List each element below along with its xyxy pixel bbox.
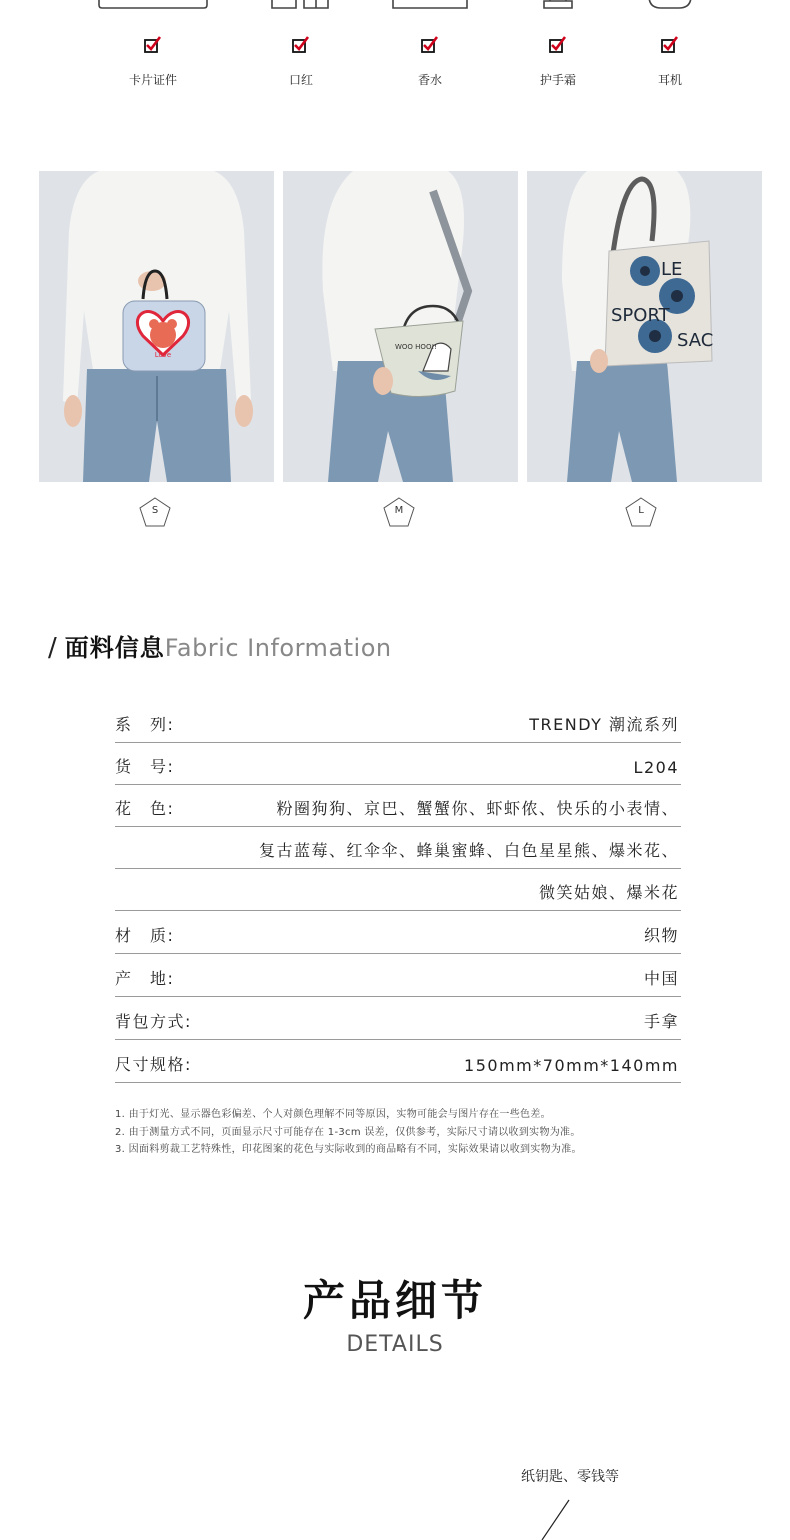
spec-value: 150mm*70mm*140mm xyxy=(464,1056,679,1075)
bag-print-text: SPORT xyxy=(611,305,670,326)
card-icon xyxy=(95,0,211,12)
fabric-section-title xyxy=(48,628,392,662)
model-photo-small xyxy=(39,171,274,482)
size-label: S xyxy=(151,505,159,516)
spec-key: 材 质: xyxy=(115,926,175,945)
capacity-item-lipstick xyxy=(241,0,361,100)
lipstick-icon xyxy=(269,0,333,12)
capacity-item-label: 口红 xyxy=(288,73,313,87)
bag-print-text: SAC xyxy=(677,330,714,351)
detail-callout-label: 纸钥匙、零钱等 xyxy=(521,1469,619,1485)
capacity-item-label: 卡片证件 xyxy=(128,73,177,87)
capacity-item-label: 护手霜 xyxy=(539,73,576,87)
checkmark-icon xyxy=(144,36,162,54)
spec-row-origin xyxy=(115,954,681,997)
spec-row-patterns xyxy=(115,784,681,827)
checkmark-icon xyxy=(421,36,439,54)
bag-print-text: WOO HOO!! xyxy=(395,343,438,351)
spec-row-carry-style xyxy=(115,997,681,1040)
spec-value: 织物 xyxy=(643,926,679,945)
spec-row-patterns-cont xyxy=(115,868,681,911)
spec-value: 中国 xyxy=(643,969,679,988)
bag-print-text: LE xyxy=(661,259,683,280)
details-title: 产品细节 xyxy=(302,1276,487,1325)
note-line: 3. 因面料剪裁工艺特殊性，印花图案的花色与实际收到的商品略有不同，实际效果请以收到实物为准。 xyxy=(115,1144,582,1155)
spec-value: TRENDY 潮流系列 xyxy=(529,715,679,734)
hand-cream-icon xyxy=(540,0,576,12)
note-line: 2. 由于测量方式不同，页面显示尺寸可能存在 1-3cm 误差，仅供参考，实际尺寸请以收到实物为准。 xyxy=(115,1126,581,1138)
spec-value: 微笑姑娘、爆米花 xyxy=(538,883,679,902)
spec-row-patterns-cont xyxy=(115,826,681,869)
checkmark-icon xyxy=(292,36,310,54)
perfume-icon xyxy=(390,0,470,12)
model-photo-large xyxy=(527,171,762,482)
spec-value: 手拿 xyxy=(643,1012,679,1031)
fabric-title-cn: 面料信息 xyxy=(64,634,165,662)
capacity-item-earphones xyxy=(610,0,730,100)
spec-row-series xyxy=(115,700,681,743)
checkmark-icon xyxy=(549,36,567,54)
spec-key: 背包方式: xyxy=(115,1012,192,1031)
capacity-item-perfume xyxy=(370,0,490,100)
capacity-item-card xyxy=(93,0,213,100)
capacity-item-label: 香水 xyxy=(417,73,442,87)
spec-key: 产 地: xyxy=(115,969,175,988)
size-label: M xyxy=(394,505,404,516)
callout-leader-line xyxy=(536,1498,576,1540)
details-subtitle: DETAILS xyxy=(346,1332,444,1357)
disclaimer-notes xyxy=(115,1106,715,1159)
capacity-item-hand-cream xyxy=(498,0,618,100)
earphones-icon xyxy=(645,0,695,12)
title-slash: / xyxy=(48,633,57,663)
spec-row-item-number xyxy=(115,742,681,785)
capacity-item-label: 耳机 xyxy=(657,73,682,87)
spec-key: 系 列: xyxy=(115,715,175,734)
bag-print-text: Love xyxy=(154,351,172,359)
spec-key: 花 色: xyxy=(115,799,175,818)
checkmark-icon xyxy=(661,36,679,54)
spec-row-dimensions xyxy=(115,1040,681,1083)
capacity-items-row xyxy=(0,0,790,100)
note-line: 1. 由于灯光、显示器色彩偏差、个人对颜色理解不同等原因，实物可能会与图片存在一些色差。 xyxy=(115,1109,551,1120)
model-photo-medium xyxy=(283,171,518,482)
spec-value: 粉圈狗狗、京巴、蟹蟹你、虾虾侬、快乐的小表情、 xyxy=(276,799,679,818)
spec-key: 尺寸规格: xyxy=(115,1055,192,1074)
size-badge-s xyxy=(139,497,171,527)
size-badge-l xyxy=(625,497,657,527)
size-badge-m xyxy=(383,497,415,527)
spec-value: L204 xyxy=(633,758,679,777)
fabric-title-en: Fabric Information xyxy=(164,634,392,662)
size-label: L xyxy=(638,505,644,516)
spec-row-material xyxy=(115,911,681,954)
spec-value: 复古蓝莓、红伞伞、蜂巢蜜蜂、白色星星熊、爆米花、 xyxy=(258,841,679,860)
spec-key: 货 号: xyxy=(115,757,175,776)
